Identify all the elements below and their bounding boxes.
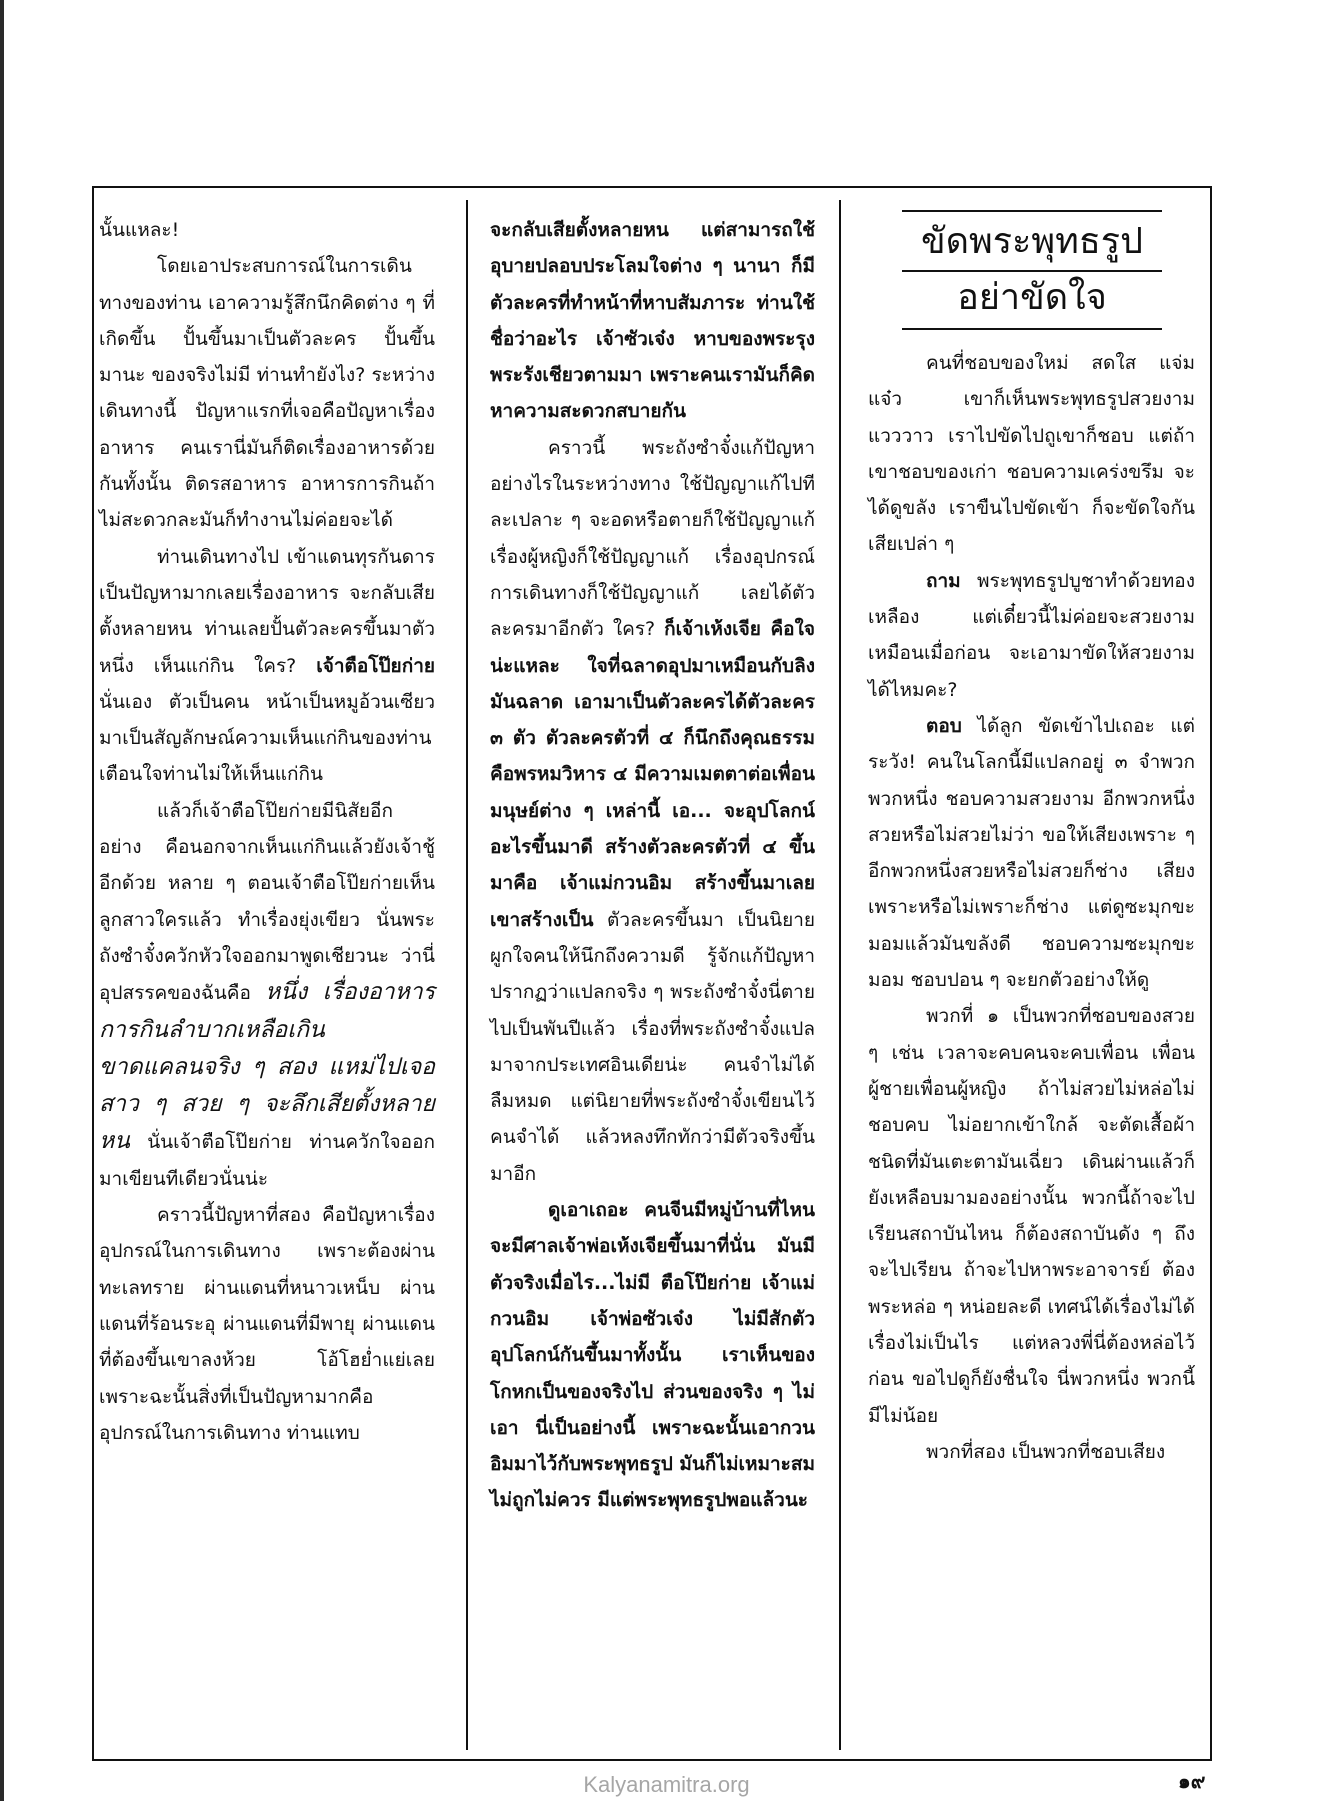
question-label: ถาม — [926, 569, 961, 592]
column-divider-right — [839, 200, 841, 1750]
question: ถาม พระพุทธรูปบูชาทำด้วยทองเหลือง แต่เดี๋ยวนี้ไม่ค่อยจะสวยงามเหมือนเมื่อก่อน จะเอามาขัดให้สวยงามได้ไหมคะ? — [868, 569, 1195, 701]
column-divider-left — [466, 200, 468, 1750]
paragraph: พวกที่สอง เป็นพวกที่ชอบเสียง — [926, 1440, 1166, 1463]
paragraph: พวกที่ ๑ เป็นพวกที่ชอบของสวย ๆ เช่น เวลาจะคบคนจะคบเพื่อน เพื่อนผู้ชายเพื่อนผู้หญิง ถ้าไม่สวยไม่หล่อไม่ชอบคบ ไม่อยากเข้าใกล้ จะตัดเสื้อผ้าชนิดที่มันเตะตามันเฉี่ยว เดินผ่านแล้วก็ยังเหลือบมามองอย่างนั้น พวกนี้ถ้าจะไปเรียนสถาบันไหน ก็ต้องสถาบันดัง ๆ ถึงจะไปเรียน ถ้าจะไปหาพระอาจารย์ ต้องพระหล่อ ๆ หน่อยละดี เทศน์ได้เรื่องไม่ได้เรื่องไม่เป็นไร แต่หลวงพี่นี่ต้องหล่อไว้ก่อน ขอไปดูก็ยังชื่นใจ นี่พวกหนึ่ง พวกนี้มีไม่น้อย — [868, 1005, 1195, 1427]
text-column-1 — [99, 212, 435, 1451]
paragraph: ดูเอาเถอะ คนจีนมีหมู่บ้านที่ไหน จะมีศาลเจ้าพ่อเห้งเจียขึ้นมาที่นั่น มันมีตัวจริงเมื่อไร...ไม่มี ตือโป๊ยก่าย เจ้าแม่กวนอิม เจ้าพ่อซัวเจ๋ง ไม่มีสักตัว อุปโลกน์กันขึ้นมาทั้งนั้น เราเห็นของโกหกเป็นของจริงไป ส่วนของจริง ๆ ไม่เอา นี่เป็นอย่างนี้ เพราะฉะนั้นเอากวนอิมมาไว้กับพระพุทธรูป มันก็ไม่เหมาะสม ไม่ถูกไม่ควร มีแต่พระพุทธรูปพอแล้วนะ — [490, 1199, 816, 1512]
paragraph: นั้นแหละ! — [99, 219, 180, 241]
title-rule-middle — [902, 270, 1162, 272]
paragraph: คราวนี้ พระถังซำจั๋งแก้ปัญหาอย่างไรในระหว่างทาง ใช้ปัญญาแก้ไปทีละเปลาะ ๆ จะอดหรือตายก็ใช้ปัญญาแก้ เรื่องผู้หญิงก็ใช้ปัญญาแก้ เรื่องอุปกรณ์การเดินทางก็ใช้ปัญญาแก้ เลยได้ตัวละครมาอีกตัว ใคร? ก็เจ้าเห้งเจีย คือใจน่ะแหละ ใจที่ฉลาดอุปมาเหมือนกับลิง มันฉลาด เอามาเป็นตัวละครได้ตัวละคร ๓ ตัว ตัวละครตัวที่ ๔ ก็นึกถึงคุณธรรม คือพรหมวิหาร ๔ มีความเมตตาต่อเพื่อนมนุษย์ต่าง ๆ เหล่านี้ เอ... จะอุปโลกน์อะไรขึ้นมาดี สร้างตัวละครตัวที่ ๔ ขึ้นมาคือ เจ้าแม่กวนอิม สร้างขึ้นมาเลย เขาสร้างเป็น ตัวละครขึ้นมา เป็นนิยายผูกใจคนให้นึกถึงความดี รู้จักแก้ปัญหา ปรากฏว่าแปลกจริง ๆ พระถังซำจั๋งนี่ตายไปเป็นพันปีแล้ว เรื่องที่พระถังซำจั๋งแปลมาจากประเทศอินเดียน่ะ คนจำไม่ได้ ลืมหมด แต่นิยายที่พระถังซำจั๋งเขียนไว้คนจำได้ แล้วหลงทึกทักว่ามีตัวจริงขึ้นมาอีก — [490, 436, 816, 1185]
answer-label: ตอบ — [926, 714, 962, 737]
title-line-2: อย่าขัดใจ — [957, 277, 1107, 318]
bold-name: เจ้าตือโป๊ยก่าย — [316, 654, 435, 677]
paragraph: ท่านเดินทางไป เข้าแดนทุรกันดาร เป็นปัญหามากเลยเรื่องอาหาร จะกลับเสียตั้งหลายหน ท่านเลยปั้นตัวละครขึ้นมาตัวหนึ่ง เห็นแก่กิน ใคร? เจ้าตือโป๊ยก่ายนั่นเอง ตัวเป็นคน หน้าเป็นหมูอ้วนเซียว มาเป็นสัญลักษณ์ความเห็นแก่กินของท่าน เตือนใจท่านไม่ให้เห็นแก่กิน — [99, 545, 435, 786]
paragraph: แล้วก็เจ้าตือโป๊ยก่ายมีนิสัยอีกอย่าง คือนอกจากเห็นแก่กินแล้วยังเจ้าชู้อีกด้วย หลาย ๆ ตอนเจ้าตือโป๊ยก่ายเห็นลูกสาวใครแล้ว ทำเรื่องยุ่งเขียว นั่นพระถังซำจั๋งควักหัวใจออกมาพูดเชียวนะ ว่านี่อุปสรรคของฉันคือ หนึ่ง เรื่องอาหารการกินลำบากเหลือเกิน ขาดแคลนจริง ๆ สอง แหม่ไปเจอสาว ๆ สวย ๆ จะลึกเสียตั้งหลายหน นั่นเจ้าตือโป๊ยก่าย ท่านควักใจออกมาเขียนทีเดียวนั่นน่ะ — [99, 799, 435, 1190]
scan-edge-rule — [0, 0, 4, 1801]
page-number: ๑๙ — [1178, 1769, 1206, 1793]
watermark: Kalyanamitra.org — [583, 1772, 750, 1797]
text-column-3 — [868, 345, 1195, 1470]
title-rule-bottom — [902, 328, 1162, 330]
title-line-1: ขัดพระพุทธรูป — [920, 221, 1143, 262]
title-rule-top — [902, 210, 1162, 212]
text-column-2 — [490, 212, 815, 1519]
paragraph: คราวนี้ปัญหาที่สอง คือปัญหาเรื่องอุปกรณ์ในการเดินทาง เพราะต้องผ่านทะเลทราย ผ่านแดนที่หนาวเหน็บ ผ่านแดนที่ร้อนระอุ ผ่านแดนที่มีพายุ ผ่านแดนที่ต้องขึ้นเขาลงห้วย โอ้โฮย่ำแย่เลย เพราะฉะนั้นสิ่งที่เป็นปัญหามากคือ อุปกรณ์ในการเดินทาง ท่านแทบ — [99, 1204, 435, 1444]
bold-name: เจ้าซัวเจ๋ง — [595, 327, 675, 350]
article-title — [902, 210, 1162, 330]
paragraph: จะกลับเสียตั้งหลายหน แต่สามารถใช้อุบายปลอบประโลมใจต่าง ๆ นานา ก็มีตัวละครที่ทำหน้าที่หาบสัมภาระ ท่านใช้ชื่อว่าอะไร เจ้าซัวเจ๋ง หาบของพระรุงพระรังเชียวตามมา เพราะคนเรามันก็คิดหาความสะดวกสบายกัน — [490, 219, 815, 423]
italic-quote: หนึ่ง เรื่องอาหารการกินลำบากเหลือเกิน ขาดแคลนจริง ๆ สอง แหม่ไปเจอสาว ๆ สวย ๆ จะลึกเสียตั้งหลายหน — [99, 979, 435, 1155]
answer: ตอบ ได้ลูก ขัดเข้าไปเถอะ แต่ระวัง! คนในโลกนี้มีแปลกอยู่ ๓ จำพวก พวกหนึ่ง ชอบความสวยงาม อีกพวกหนึ่งสวยหรือไม่สวยไม่ว่า ขอให้เสียงเพราะ ๆ อีกพวกหนึ่งสวยหรือไม่สวยก็ช่าง เสียงเพราะหรือไม่เพราะก็ช่าง แต่ดูซะมุกขะมอมแล้วมันขลังดี ชอบความซะมุกขะมอม ชอบปอน ๆ จะยกตัวอย่างให้ดู — [868, 714, 1195, 992]
paragraph: คนที่ชอบของใหม่ สดใส แจ่มแจ๋ว เขาก็เห็นพระพุทธรูปสวยงามแวววาว เราไปขัดไปถูเขาก็ชอบ แต่ถ้าเขาชอบของเก่า ชอบความเคร่งขรึม จะได้ดูขลัง เราขืนไปขัดเข้า ก็จะขัดใจกันเสียเปล่า ๆ — [868, 352, 1195, 556]
paragraph: โดยเอาประสบการณ์ในการเดินทางของท่าน เอาความรู้สึกนึกคิดต่าง ๆ ที่เกิดขึ้น ปั้นขึ้นมาเป็นตัวละคร ปั้นขึ้นมานะ ของจริงไม่มี ท่านทำยังไง? ระหว่างเดินทางนี้ ปัญหาแรกที่เจอคือปัญหาเรื่องอาหาร คนเรานี่มันก็ติดเรื่องอาหารด้วยกันทั้งนั้น ติดรสอาหาร อาหารการกินถ้าไม่สะดวกละมันก็ทำงานไม่ค่อยจะได้ — [99, 255, 435, 532]
